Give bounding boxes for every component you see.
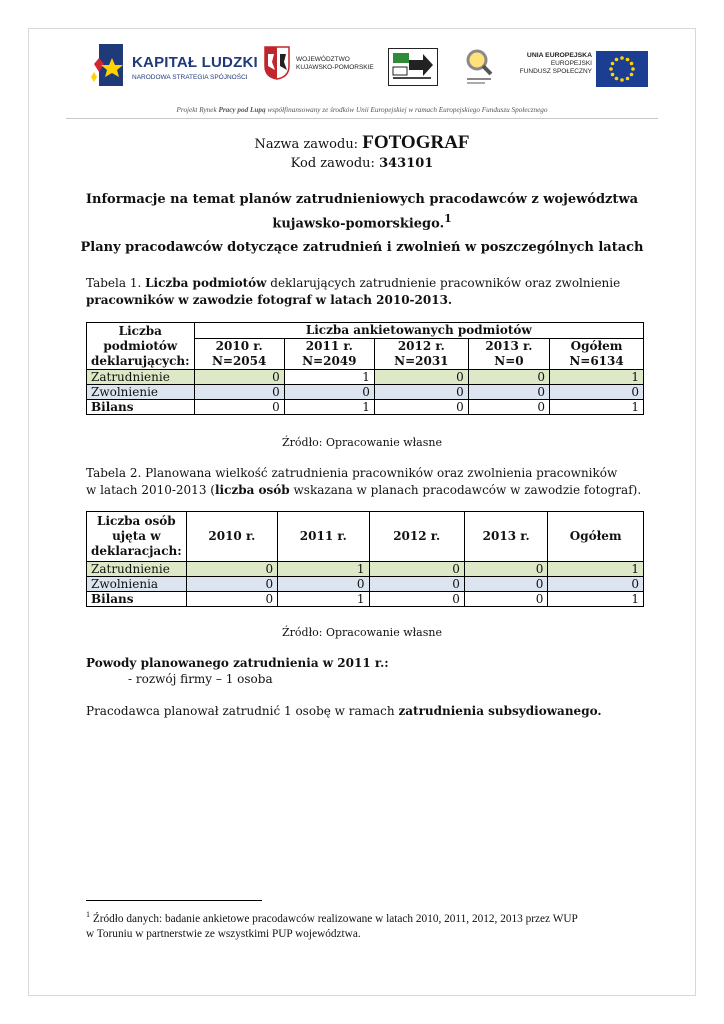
eu-stars-icon	[596, 51, 648, 87]
table1-col-n: N=6134	[569, 354, 624, 368]
table2-row-label: Zwolnienia	[87, 577, 187, 592]
table2-cell: 0	[186, 562, 277, 577]
footnote-line1-wrap	[86, 907, 646, 927]
magnifier-icon	[464, 48, 496, 88]
table1-row-label: Zwolnienie	[87, 385, 195, 400]
table1-caption-mid: deklarujących zatrudnienie pracowników oraz zwolnienie	[266, 276, 621, 290]
table1-col-year: 2010 r.	[215, 339, 263, 353]
occupation-code-value: 343101	[379, 156, 434, 171]
table1-cell: 0	[374, 400, 468, 415]
info-heading-line2-wrap	[60, 209, 664, 233]
occupation-name-value: FOTOGRAF	[362, 132, 470, 153]
table2-caption	[86, 465, 646, 499]
rynek-pracy-pod-lupa-logo	[464, 48, 496, 88]
table2-col-header: 2011 r.	[278, 512, 369, 562]
table1-col-year: 2011 r.	[305, 339, 353, 353]
info-heading-line1: Informacje na temat planów zatrudnieniowych pracodawców z województwa	[85, 192, 639, 207]
wup-arrow-icon	[389, 49, 436, 84]
info-footnote-mark[interactable]: 1	[444, 212, 452, 225]
table1-col-n: N=2031	[394, 354, 449, 368]
table2-source: Źródło: Opracowanie własne	[282, 626, 442, 639]
table1-header-row-1	[87, 323, 644, 339]
table1-cell: 0	[194, 370, 284, 385]
table2-col-header: 2010 r.	[186, 512, 277, 562]
table1-col-year: Ogółem	[570, 339, 623, 353]
subsidized-note-pre: Pracodawca planował zatrudnić 1 osobę w ramach	[86, 704, 399, 718]
kapital-ludzki-star-icon	[90, 44, 124, 86]
table1-col-header	[550, 339, 644, 370]
table1-row-zatrudnienie	[87, 370, 644, 385]
wojewodztwo-logo	[264, 46, 382, 88]
table1-col-year: 2012 r.	[397, 339, 445, 353]
table1-cell: 0	[550, 385, 644, 400]
footnote	[86, 907, 646, 942]
project-pre: Projekt Rynek	[176, 106, 219, 114]
table1-col-n: N=2054	[211, 354, 267, 368]
subsidized-note-bold: zatrudnienia subsydiowanego.	[398, 704, 602, 718]
ue-line1: UNIA EUROPEJSKA	[526, 52, 592, 59]
subsidized-note	[86, 704, 602, 718]
table1-col-n: N=2049	[302, 354, 357, 368]
table1-cell: 0	[374, 370, 468, 385]
table1-cell: 0	[468, 385, 549, 400]
eu-flag-icon	[596, 51, 648, 87]
table2-cell: 0	[278, 577, 369, 592]
table1-row-label: Zatrudnienie	[87, 370, 195, 385]
table1-caption	[86, 275, 646, 309]
table2-cell: 1	[548, 562, 644, 577]
table1-col-header	[374, 339, 468, 370]
unia-europejska-text	[504, 52, 592, 76]
table2-caption-bold: liczba osób	[214, 483, 290, 497]
table2-cell: 0	[464, 562, 548, 577]
table2-cell: 0	[548, 577, 644, 592]
kapital-ludzki-logo	[90, 42, 270, 90]
occupation-name	[60, 132, 664, 154]
info-heading-line2: kujawsko-pomorskiego.	[272, 216, 445, 232]
footnote-line1: Źródło danych: badanie ankietowe pracodawców realizowane w latach 2010, 2011, 2012, 2013 przez WUP	[90, 912, 578, 925]
table1-source: Źródło: Opracowanie własne	[282, 436, 442, 449]
table2-cell: 0	[186, 577, 277, 592]
table2-caption-pre: w latach 2010-2013 (	[86, 483, 215, 497]
table1-cell: 1	[284, 370, 374, 385]
wup-logo	[388, 48, 438, 86]
kapital-ludzki-subtitle: NARODOWA STRATEGIA SPÓJNOŚCI	[132, 74, 248, 81]
project-line	[70, 106, 654, 114]
table1-cell: 0	[284, 385, 374, 400]
header-divider	[66, 118, 658, 119]
table2-col-header: 2013 r.	[464, 512, 548, 562]
table2-header-row	[87, 512, 644, 562]
table2-caption-post: wskazana w planach pracodawców w zawodzie fotograf).	[289, 483, 642, 497]
ue-line2: EUROPEJSKI	[550, 60, 592, 67]
table2-cell: 0	[369, 562, 464, 577]
footnote-line2: w Toruniu w partnerstwie ze wszystkimi PUP województwa.	[86, 927, 361, 940]
table2-row-zwolnienia	[87, 577, 644, 592]
table1-row-bilans	[87, 400, 644, 415]
table2-cell: 1	[278, 592, 369, 607]
table2-cell: 1	[278, 562, 369, 577]
table1-group-header: Liczba ankietowanych podmiotów	[194, 323, 643, 339]
table1-col-header	[468, 339, 549, 370]
header-logos	[90, 42, 650, 92]
table1-cell: 0	[468, 370, 549, 385]
table1-col-header	[194, 339, 284, 370]
wojewodztwo-line1: WOJEWÓDZTWO	[296, 56, 350, 63]
table2-row-label: Zatrudnienie	[87, 562, 187, 577]
project-post: współfinansowany ze środków Unii Europejskiej w ramach Europejskiego Funduszu Społecznego	[265, 106, 548, 114]
wojewodztwo-line2: KUJAWSKO-POMORSKIE	[296, 64, 374, 71]
table2-cell: 1	[548, 592, 644, 607]
table2-cell: 0	[369, 577, 464, 592]
info-heading	[60, 190, 664, 233]
table1-row-label: Bilans	[87, 400, 195, 415]
kapital-ludzki-title: KAPITAŁ LUDZKI	[132, 54, 258, 71]
table1-caption-pre: Tabela 1.	[86, 276, 146, 290]
table2-persons-count	[86, 511, 644, 607]
table1-col-n: N=0	[494, 354, 524, 368]
ue-line3: FUNDUSZ SPOŁECZNY	[519, 68, 592, 75]
plans-heading: Plany pracodawców dotyczące zatrudnień i zwolnień w poszczególnych latach	[80, 240, 644, 255]
table1-col-header	[284, 339, 374, 370]
occupation-code	[60, 156, 664, 171]
table1-cell: 1	[284, 400, 374, 415]
occupation-code-label: Kod zawodu:	[290, 156, 375, 171]
table2-row-label: Bilans	[87, 592, 187, 607]
table2-corner-header: Liczba osób ujęta w deklaracjach:	[87, 512, 187, 562]
reasons-heading: Powody planowanego zatrudnienia w 2011 r.:	[86, 656, 389, 670]
table2-col-header: Ogółem	[548, 512, 644, 562]
table2-row-zatrudnienie	[87, 562, 644, 577]
table1-caption-bold2: pracowników w zawodzie fotograf w latach 2010-2013.	[86, 293, 453, 307]
table1-col-year: 2013 r.	[485, 339, 533, 353]
table1-row-zwolnienie	[87, 385, 644, 400]
wojewodztwo-shield-icon	[264, 46, 290, 80]
table1-cell: 1	[550, 370, 644, 385]
reasons-item: - rozwój firmy – 1 osoba	[128, 672, 273, 686]
table2-cell: 0	[369, 592, 464, 607]
table1-corner-header: Liczba podmiotów deklarujących:	[87, 323, 195, 370]
table1-employers-count	[86, 322, 644, 415]
wojewodztwo-text	[296, 56, 374, 72]
table2-row-bilans	[87, 592, 644, 607]
table1-cell: 0	[194, 385, 284, 400]
occupation-name-label: Nazwa zawodu:	[254, 137, 359, 152]
footnote-mark: 1	[86, 910, 90, 919]
table1-cell: 1	[550, 400, 644, 415]
table2-caption-line1: Tabela 2. Planowana wielkość zatrudnienia pracowników oraz zwolnienia pracowników	[86, 466, 618, 480]
table1-cell: 0	[374, 385, 468, 400]
footnote-divider	[86, 900, 262, 901]
table1-cell: 0	[194, 400, 284, 415]
project-bold: Pracy pod Lupą	[218, 106, 266, 114]
table2-cell: 0	[186, 592, 277, 607]
table1-cell: 0	[468, 400, 549, 415]
table2-col-header: 2012 r.	[369, 512, 464, 562]
table2-cell: 0	[464, 577, 548, 592]
table1-caption-bold1: Liczba podmiotów	[145, 276, 267, 290]
table2-cell: 0	[464, 592, 548, 607]
